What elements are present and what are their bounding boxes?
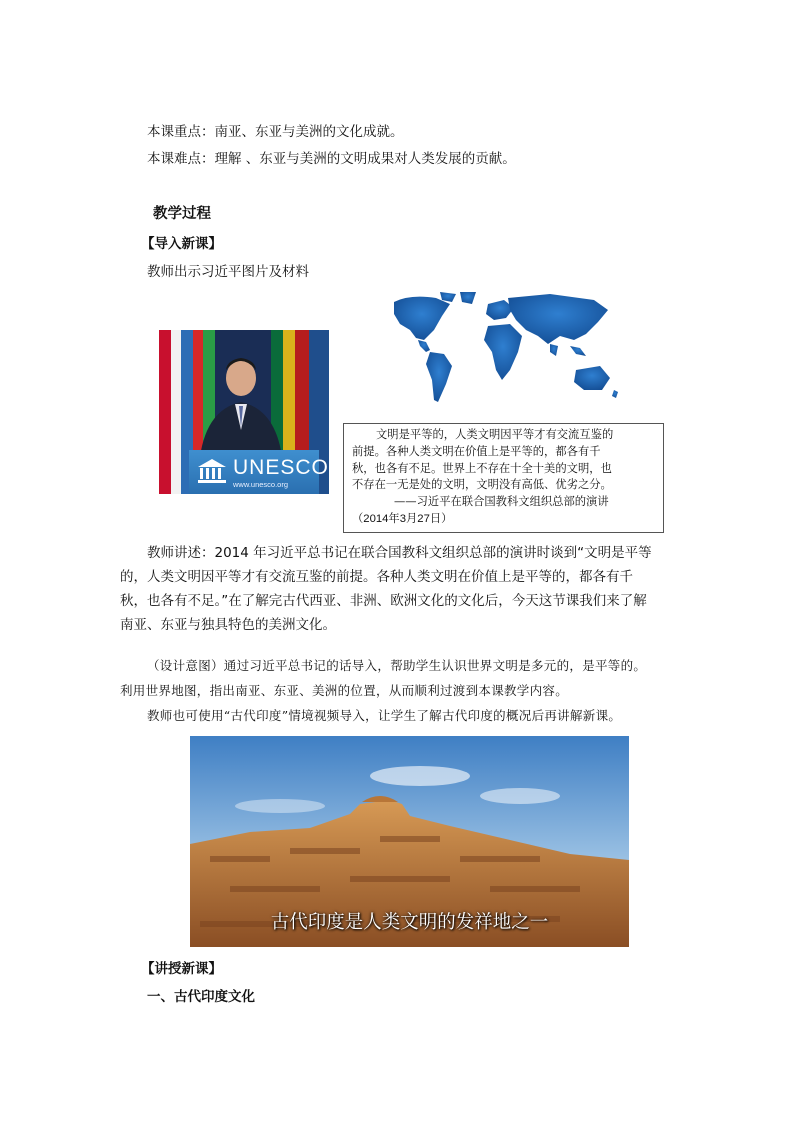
- process-heading: 教学过程: [153, 206, 211, 222]
- intro-section-heading: 【导入新课】: [141, 236, 222, 252]
- quote-line: 不存在一无是处的文明，文明没有高低、优劣之分。: [352, 478, 612, 492]
- lecture-line: 秋，也各有不足。”在了解完古代西亚、非洲、欧洲文化的文化后，今天这节课我们来了解: [120, 593, 647, 609]
- world-map: [380, 290, 626, 416]
- lecture-line: 教师讲述：2014 年习近平总书记在联合国教科文组织总部的演讲时谈到“文明是平等: [147, 545, 652, 561]
- quote-box: [343, 423, 664, 533]
- lecture-paragraph: [120, 541, 650, 637]
- unesco-podium: [189, 450, 329, 494]
- design-line: 利用世界地图，指出南亚、东亚、美洲的位置，从而顺利过渡到本课教学内容。: [120, 683, 569, 698]
- quote-line: 文明是平等的，人类文明因平等才有交流互鉴的: [376, 428, 614, 441]
- photo-caption: 古代印度是人类文明的发祥地之一: [270, 912, 549, 933]
- design-line: （设计意图）通过习近平总书记的话导入，帮助学生认识世界文明是多元的，是平等的。: [147, 658, 647, 673]
- quote-attribution: ——习近平在联合国教科文组织总部的演讲: [394, 495, 609, 509]
- lecture-line: 的，人类文明因平等才有交流互鉴的前提。各种人类文明在价值上是平等的，都各有千: [120, 569, 633, 585]
- lesson-focus: 本课重点：南亚、东亚与美洲的文化成就。: [147, 124, 404, 140]
- lesson-difficulty: 本课难点：理解 、东亚与美洲的文明成果对人类发展的贡献。: [147, 151, 516, 167]
- new-lesson-heading: 【讲授新课】: [141, 961, 222, 977]
- temple-logo-icon: [197, 458, 227, 484]
- quote-line: 前提。各种人类文明在价值上是平等的，都各有千: [352, 444, 601, 458]
- section-subheading: 一、古代印度文化: [147, 989, 255, 1005]
- unesco-url: www.unesco.org: [233, 480, 289, 489]
- lecture-line: 南亚、东亚与独具特色的美洲文化。: [120, 617, 336, 633]
- unesco-logo-text: UNESCO: [233, 456, 329, 479]
- quote-date: （2014年3月27日）: [352, 512, 453, 525]
- quote-line: 秋，也各有不足。世界上不存在十全十美的文明，也: [352, 461, 612, 475]
- intro-line: 教师出示习近平图片及材料: [147, 264, 309, 280]
- speaker-photo: [159, 330, 329, 494]
- design-line: 教师也可使用“古代印度”情境视频导入，让学生了解古代印度的概况后再讲解新课。: [147, 708, 622, 723]
- ancient-india-photo: [190, 736, 629, 947]
- design-intent: [120, 653, 680, 728]
